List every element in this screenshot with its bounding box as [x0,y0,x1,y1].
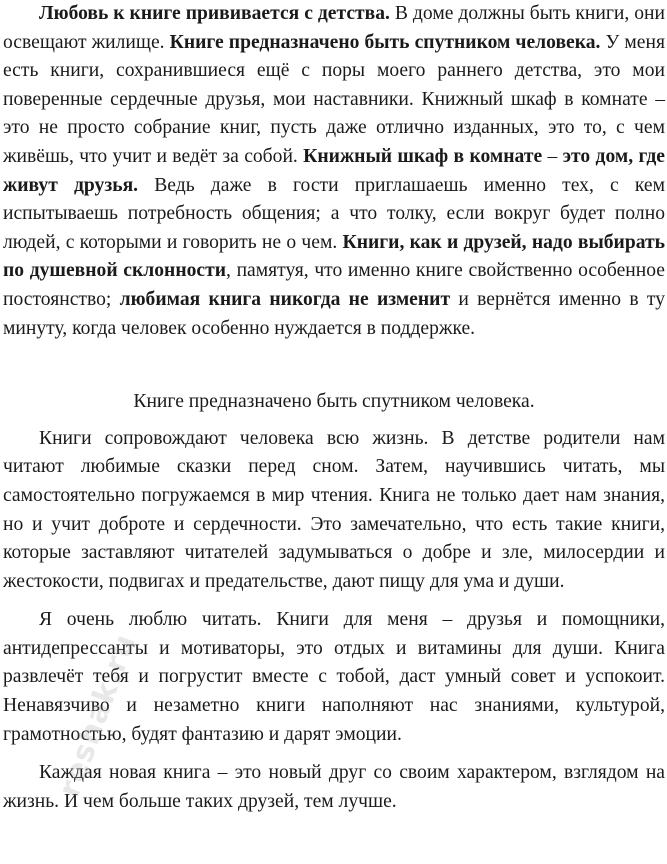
bold-phrase: Книжный шкаф в комнате [303,145,543,167]
bold-phrase: Любовь к книге прививается с детства. [39,3,390,24]
text-run: В доме должны быть книги, они освещают жилище. [3,3,665,53]
document-page [3,0,665,816]
text-run: – [542,145,563,167]
essay-paragraph: Я очень люблю читать. Книги для меня – друзья и помощники, антидепрессанты и мотиваторы, это отдых и витамины для души. Книга развлечёт тебя и погрустит вместе с тобой, даст умный совет и успокоит. Ненавязчиво и незаметно книги наполняют нас знаниями, культурой, грамотностью, будят фантазию и дарят эмоции. [3,609,665,745]
source-paragraph [3,0,665,343]
text-run: и вернётся именно в ту минуту, когда человек особенно нуждается в поддержке. [3,288,665,339]
essay-paragraph: Каждая новая книга – это новый друг со своим характером, взглядом на жизнь. И чем больше таких друзей, тем лучше. [3,762,665,812]
essay-paragraph: Книги сопровождают человека всю жизнь. В детстве родители нам читают любимые сказки перед сном. Затем, научившись читать, мы самостоятельно погружаемся в мир чтения. Книга не только дает нам знания, но и учит доброте и сердечности. Это замечательно, что есть такие книги, которые заставляют читателей задумываться о добре и зле, милосердии и жестокости, подвигах и предательстве, дают пищу для ума и души. [3,427,665,592]
essay-title: Книге предназначено быть спутником человека. [133,391,535,413]
bold-phrase: Книги, как и друзей, надо выбирать по душевной склонности [3,231,666,282]
bold-phrase: любимая книга никогда не изменит [119,288,451,310]
bold-phrase: Книге предназначено быть спутником человека. [169,31,601,53]
text-run: Ведь даже в гости приглашаешь именно тех, с кем испытываешь потребность общения; а что толку, если вокруг будет полно людей, с которыми и говорить не о чем. [3,174,665,253]
bold-phrase: это дом, где живут друзья. [3,145,665,196]
text-run: , памятуя, что именно книге свойственно особенное постоянство; [3,260,665,310]
text-run: У меня есть книги, сохранившиеся ещё с поры моего раннего детства, это мои поверенные сердечные друзья, мои наставники. Книжный шкаф в комнате – это не просто собрание книг, пусть даже отлично изданных, это то, с чем живёшь, что учит и ведёт за собой. [3,31,665,167]
watermark: reshak.ru [52,629,144,802]
